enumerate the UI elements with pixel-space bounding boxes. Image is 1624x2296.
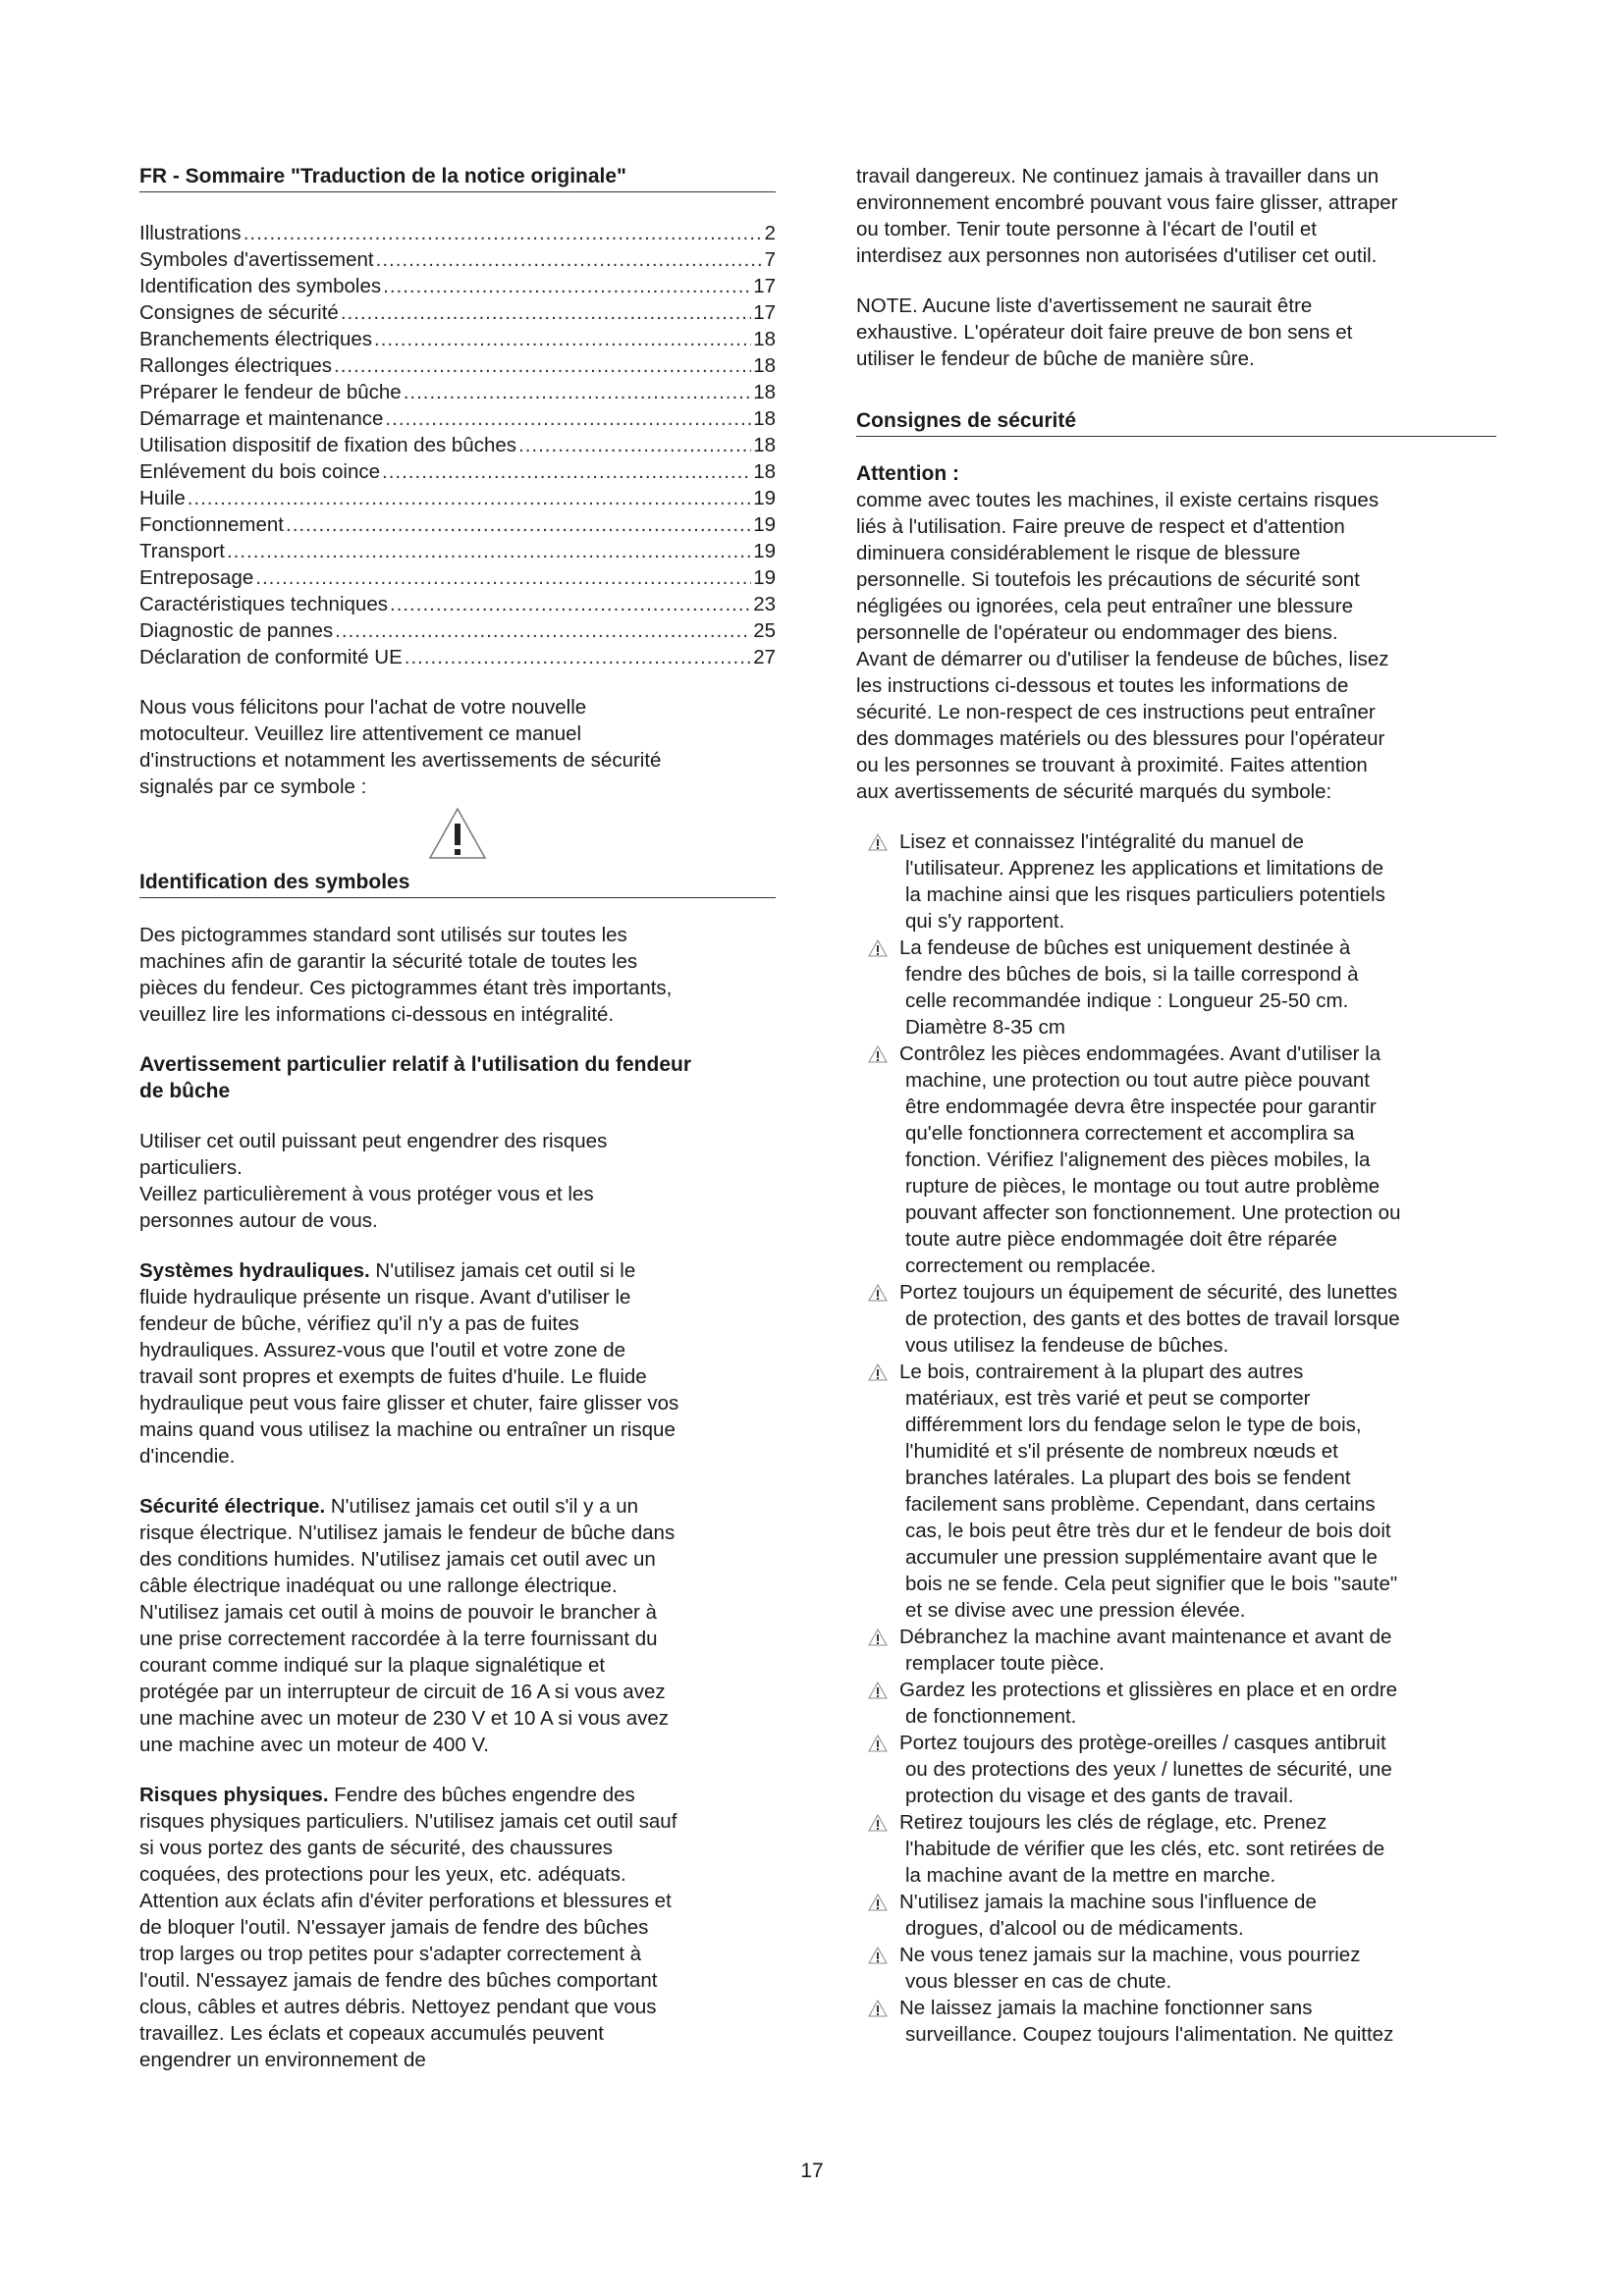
bullet-icon-wrapper — [868, 1677, 892, 1706]
physical-line: travaillez. Les éclats et copeaux accumulés peuvent — [139, 2022, 604, 2045]
bullet-line: La fendeuse de bûches est uniquement destinée à — [899, 936, 1351, 959]
bullet-text — [899, 1677, 1496, 1730]
warning-symbol-large — [139, 806, 776, 861]
toc-entry — [139, 591, 776, 617]
attention-line: comme avec toutes les machines, il existe certains risques — [856, 489, 1380, 511]
bullet-line: l'humidité et s'il présente de nombreux nœuds et — [905, 1440, 1338, 1463]
physical-line: engendrer un environnement de — [139, 2049, 426, 2071]
bullet-icon-wrapper — [868, 1279, 892, 1308]
table-of-contents — [139, 220, 776, 670]
warning-triangle-icon — [868, 1284, 888, 1302]
bullet-text — [899, 1889, 1496, 1942]
attention-title: Attention : — [856, 462, 959, 485]
warning-triangle-icon — [868, 1735, 888, 1752]
toc-entry — [139, 326, 776, 352]
bullet-line: Contrôlez les pièces endommagées. Avant d'utiliser la — [899, 1042, 1381, 1065]
safety-bullet — [856, 1279, 1496, 1359]
avertissement-paragraph-1 — [139, 1128, 776, 1181]
electrical-line: courant comme indiqué sur la plaque signalétique et — [139, 1654, 606, 1677]
bullet-line: accumuler une pression supplémentaire avant que le — [905, 1546, 1378, 1569]
bullet-line: facilement sans problème. Cependant, dans certains — [905, 1493, 1376, 1516]
bullet-line: différemment lors du fendage selon le type de bois, — [905, 1414, 1362, 1436]
bullet-icon-wrapper — [868, 934, 892, 964]
physical-line: l'outil. N'essayez jamais de fendre des bûches comportant — [139, 1969, 658, 1992]
electrical-first-line: N'utilisez jamais cet outil s'il y a un — [325, 1495, 639, 1518]
toc-entry-label: Consignes de sécurité — [139, 301, 339, 324]
bullet-icon-wrapper — [868, 1624, 892, 1653]
toc-title: FR - Sommaire "Traduction de la notice originale" — [139, 163, 776, 192]
attention-line: sécurité. Le non-respect de ces instructions peut entraîner — [856, 701, 1376, 723]
toc-leader-dots — [341, 299, 751, 326]
toc-entry-page: 27 — [753, 646, 776, 668]
physical-line: coquées, des protections pour les yeux, etc. adéquats. — [139, 1863, 626, 1886]
right-column — [856, 163, 1496, 2048]
bullet-line: qui s'y rapportent. — [905, 910, 1065, 933]
toc-entry-label: Utilisation dispositif de fixation des bûches — [139, 434, 517, 456]
bullet-line: être endommagée devra être inspectée pour garantir — [905, 1095, 1377, 1118]
bullet-line: et se divise avec une pression élevée. — [905, 1599, 1246, 1622]
electrical-line: une machine avec un moteur de 230 V et 10 A si vous avez — [139, 1707, 670, 1730]
bullet-text — [899, 1359, 1496, 1624]
bullet-line: Lisez et connaissez l'intégralité du manuel de — [899, 830, 1304, 853]
attention-line: négligées ou ignorées, cela peut entraîner une blessure — [856, 595, 1354, 617]
bullet-text — [899, 1942, 1496, 1995]
warning-triangle-icon — [868, 1629, 888, 1646]
bullet-line: l'utilisateur. Apprenez les applications et limitations de — [905, 857, 1384, 880]
bullet-line: celle recommandée indique : Longueur 25-50 cm. — [905, 989, 1349, 1012]
toc-entry-label: Branchements électriques — [139, 328, 373, 350]
warning-triangle-icon — [868, 1894, 888, 1911]
intro-line: d'instructions et notamment les avertissements de sécurité — [139, 749, 662, 772]
avertissement-line: particuliers. — [139, 1156, 243, 1179]
bullet-icon-wrapper — [868, 1809, 892, 1839]
bullet-line: l'habitude de vérifier que les clés, etc. sont retirées de — [905, 1838, 1385, 1860]
toc-entry — [139, 299, 776, 326]
hydraulic-line: hydrauliques. Assurez-vous que l'outil et votre zone de — [139, 1339, 626, 1362]
hydraulic-line: d'incendie. — [139, 1445, 236, 1468]
intro-line: Nous vous félicitons pour l'achat de votre nouvelle — [139, 696, 587, 719]
toc-entry-label: Entreposage — [139, 566, 254, 589]
physical-line: trop larges ou trop petites pour s'adapter correctement à — [139, 1943, 641, 1965]
attention-paragraph — [856, 487, 1496, 805]
attention-line: ou les personnes se trouvant à proximité. Faites attention — [856, 754, 1368, 776]
toc-entry — [139, 458, 776, 485]
warning-triangle-icon — [868, 1045, 888, 1063]
toc-leader-dots — [244, 220, 763, 246]
toc-leader-dots — [376, 246, 763, 273]
toc-entry — [139, 564, 776, 591]
bullet-line: Le bois, contrairement à la plupart des autres — [899, 1361, 1304, 1383]
toc-entry — [139, 379, 776, 405]
hydraulic-line: travail sont propres et exempts de fuites d'huile. Le fluide — [139, 1365, 647, 1388]
page-number: 17 — [800, 2160, 824, 2182]
identification-line: veuillez lire les informations ci-dessous en intégralité. — [139, 1003, 615, 1026]
warning-triangle-icon — [868, 833, 888, 851]
bullet-line: ou des protections des yeux / lunettes de sécurité, une — [905, 1758, 1392, 1781]
toc-entry-page: 2 — [764, 222, 776, 244]
bullet-line: machine, une protection ou tout autre pièce pouvant — [905, 1069, 1370, 1092]
continuation-paragraph — [856, 163, 1496, 269]
hydraulic-first-line: N'utilisez jamais cet outil si le — [369, 1259, 636, 1282]
toc-entry-label: Illustrations — [139, 222, 242, 244]
toc-entry-label: Enlévement du bois coince — [139, 460, 381, 483]
toc-leader-dots — [382, 458, 751, 485]
toc-entry — [139, 538, 776, 564]
physical-first-line: Fendre des bûches engendre des — [328, 1784, 635, 1806]
toc-entry-page: 17 — [753, 301, 776, 324]
identification-line: Des pictogrammes standard sont utilisés sur toutes les — [139, 924, 627, 946]
bullet-line: de fonctionnement. — [905, 1705, 1077, 1728]
bullet-line: drogues, d'alcool ou de médicaments. — [905, 1917, 1244, 1940]
bullet-icon-wrapper — [868, 828, 892, 858]
attention-line: personnelle. Si toutefois les précautions de sécurité sont — [856, 568, 1360, 591]
toc-leader-dots — [334, 352, 751, 379]
electrical-line: des conditions humides. N'utilisez jamais cet outil avec un — [139, 1548, 656, 1571]
bullet-line: branches latérales. La plupart des bois se fendent — [905, 1467, 1351, 1489]
bullet-line: surveillance. Coupez toujours l'alimentation. Ne quittez — [905, 2023, 1394, 2046]
toc-leader-dots — [518, 432, 751, 458]
bullet-icon-wrapper — [868, 1730, 892, 1759]
avertissement-title-line: de bûche — [139, 1080, 231, 1102]
physical-line: si vous portez des gants de sécurité, des chaussures — [139, 1837, 614, 1859]
note-line: NOTE. Aucune liste d'avertissement ne saurait être — [856, 294, 1313, 317]
bullet-text — [899, 1041, 1496, 1279]
bullet-line: matériaux, est très varié et peut se comporter — [905, 1387, 1311, 1410]
attention-line: des dommages matériels ou des blessures pour l'opérateur — [856, 727, 1385, 750]
toc-entry — [139, 511, 776, 538]
attention-line: les instructions ci-dessous et toutes les informations de — [856, 674, 1349, 697]
toc-leader-dots — [385, 405, 751, 432]
toc-entry-page: 18 — [753, 328, 776, 350]
attention-line: aux avertissements de sécurité marqués du symbole: — [856, 780, 1332, 803]
bullet-line: Portez toujours un équipement de sécurité, des lunettes — [899, 1281, 1398, 1304]
toc-entry-label: Démarrage et maintenance — [139, 407, 384, 430]
toc-entry-label: Rallonges électriques — [139, 354, 333, 377]
identification-paragraph — [139, 922, 776, 1028]
bullet-text — [899, 934, 1496, 1041]
toc-leader-dots — [335, 617, 751, 644]
note-line: exhaustive. L'opérateur doit faire preuve de bon sens et — [856, 321, 1353, 344]
toc-leader-dots — [405, 644, 751, 670]
electrical-paragraph — [139, 1493, 776, 1758]
toc-entry — [139, 644, 776, 670]
toc-entry — [139, 352, 776, 379]
bullet-line: rupture de pièces, le montage ou tout autre problème — [905, 1175, 1380, 1198]
bullet-line: qu'elle fonctionnera correctement et accomplira sa — [905, 1122, 1355, 1145]
bullet-text — [899, 1995, 1496, 2048]
identification-title: Identification des symboles — [139, 869, 776, 898]
toc-entry — [139, 432, 776, 458]
bullet-text — [899, 1730, 1496, 1809]
bullet-line: Débranchez la machine avant maintenance et avant de — [899, 1626, 1392, 1648]
bullet-text — [899, 828, 1496, 934]
toc-entry-page: 18 — [753, 354, 776, 377]
toc-leader-dots — [404, 379, 752, 405]
safety-bullet — [856, 1942, 1496, 1995]
safety-bullet — [856, 1809, 1496, 1889]
bullet-line: fonction. Vérifiez l'alignement des pièces mobiles, la — [905, 1148, 1371, 1171]
bullet-line: Ne laissez jamais la machine fonctionner sans — [899, 1997, 1313, 2019]
bullet-text — [899, 1279, 1496, 1359]
avertissement-title — [139, 1051, 776, 1104]
electrical-line: N'utilisez jamais cet outil à moins de pouvoir le brancher à — [139, 1601, 657, 1624]
intro-line: motoculteur. Veuillez lire attentivement ce manuel — [139, 722, 582, 745]
bullet-icon-wrapper — [868, 1942, 892, 1971]
toc-entry-page: 19 — [753, 540, 776, 562]
bullet-line: bois ne se fende. Cela peut signifier que le bois "saute" — [905, 1573, 1398, 1595]
continuation-line: interdisez aux personnes non autorisées d'utiliser cet outil. — [856, 244, 1378, 267]
bullet-line: remplacer toute pièce. — [905, 1652, 1105, 1675]
bullet-line: pouvant affecter son fonctionnement. Une protection ou — [905, 1201, 1401, 1224]
toc-entry-page: 18 — [753, 381, 776, 403]
toc-entry-label: Huile — [139, 487, 186, 509]
continuation-line: ou tomber. Tenir toute personne à l'écart de l'outil et — [856, 218, 1317, 240]
safety-bullet — [856, 934, 1496, 1041]
toc-entry-label: Préparer le fendeur de bûche — [139, 381, 402, 403]
toc-entry-page: 18 — [753, 407, 776, 430]
bullet-line: de protection, des gants et des bottes de travail lorsque — [905, 1308, 1400, 1330]
warning-triangle-icon — [868, 1682, 888, 1699]
physical-line: clous, câbles et autres débris. Nettoyez pendant que vous — [139, 1996, 657, 2018]
toc-leader-dots — [227, 538, 751, 564]
toc-entry-page: 23 — [753, 593, 776, 615]
identification-line: machines afin de garantir la sécurité totale de toutes les — [139, 950, 638, 973]
bullet-line: N'utilisez jamais la machine sous l'influence de — [899, 1891, 1317, 1913]
warning-triangle-icon — [427, 806, 488, 861]
warning-triangle-icon — [868, 1947, 888, 1964]
safety-bullet — [856, 1624, 1496, 1677]
toc-entry-page: 19 — [753, 487, 776, 509]
consignes-title: Consignes de sécurité — [856, 407, 1496, 437]
avertissement-line: Veillez particulièrement à vous protéger vous et les — [139, 1183, 594, 1205]
bullet-line: vous utilisez la fendeuse de bûches. — [905, 1334, 1229, 1357]
toc-leader-dots — [188, 485, 751, 511]
bullet-icon-wrapper — [868, 1041, 892, 1070]
bullet-line: toute autre pièce endommagée doit être réparée — [905, 1228, 1337, 1251]
toc-entry — [139, 246, 776, 273]
safety-bullet-list — [856, 828, 1496, 2048]
electrical-line: une prise correctement raccordée à la terre fournissant du — [139, 1628, 658, 1650]
electrical-line: une machine avec un moteur de 400 V. — [139, 1734, 489, 1756]
toc-leader-dots — [374, 326, 751, 352]
note-line: utiliser le fendeur de bûche de manière sûre. — [856, 347, 1255, 370]
toc-entry-page: 18 — [753, 434, 776, 456]
bullet-text — [899, 1624, 1496, 1677]
toc-entry-label: Diagnostic de pannes — [139, 619, 334, 642]
electrical-title: Sécurité électrique. — [139, 1495, 326, 1518]
physical-paragraph — [139, 1782, 776, 2073]
toc-entry-page: 17 — [753, 275, 776, 297]
bullet-icon-wrapper — [868, 1889, 892, 1918]
bullet-icon-wrapper — [868, 1995, 892, 2024]
bullet-line: cas, le bois peut être très dur et le fendeur de bois doit — [905, 1520, 1391, 1542]
bullet-line: fendre des bûches de bois, si la taille correspond à — [905, 963, 1359, 986]
bullet-icon-wrapper — [868, 1359, 892, 1388]
avertissement-line: personnes autour de vous. — [139, 1209, 378, 1232]
toc-entry-label: Symboles d'avertissement — [139, 248, 374, 271]
physical-title: Risques physiques. — [139, 1784, 329, 1806]
bullet-line: la machine ainsi que les risques particuliers potentiels — [905, 883, 1385, 906]
warning-triangle-icon — [868, 1363, 888, 1381]
toc-leader-dots — [286, 511, 751, 538]
bullet-line: correctement ou remplacée. — [905, 1255, 1157, 1277]
toc-entry-page: 18 — [753, 460, 776, 483]
toc-entry — [139, 220, 776, 246]
toc-entry-page: 7 — [764, 248, 776, 271]
safety-bullet — [856, 1677, 1496, 1730]
toc-leader-dots — [390, 591, 751, 617]
safety-bullet — [856, 1730, 1496, 1809]
hydraulic-line: mains quand vous utilisez la machine ou entraîner un risque — [139, 1418, 676, 1441]
left-column — [139, 163, 776, 2073]
toc-entry-label: Caractéristiques techniques — [139, 593, 388, 615]
hydraulic-line: hydraulique peut vous faire glisser et chuter, faire glisser vos — [139, 1392, 679, 1415]
hydraulic-line: fendeur de bûche, vérifiez qu'il n'y a pas de fuites — [139, 1312, 579, 1335]
physical-line: risques physiques particuliers. N'utilisez jamais cet outil sauf — [139, 1810, 677, 1833]
toc-entry-page: 25 — [753, 619, 776, 642]
electrical-line: câble électrique inadéquat ou une rallonge électrique. — [139, 1575, 618, 1597]
identification-line: pièces du fendeur. Ces pictogrammes étant très importants, — [139, 977, 673, 999]
bullet-line: la machine avant de la mettre en marche. — [905, 1864, 1276, 1887]
safety-bullet — [856, 828, 1496, 934]
toc-entry — [139, 405, 776, 432]
intro-paragraph — [139, 694, 776, 800]
bullet-line: Portez toujours des protège-oreilles / casques antibruit — [899, 1732, 1386, 1754]
avertissement-line: Utiliser cet outil puissant peut engendrer des risques — [139, 1130, 608, 1152]
toc-entry-page: 19 — [753, 566, 776, 589]
avertissement-paragraph-2 — [139, 1181, 776, 1234]
electrical-line: risque électrique. N'utilisez jamais le fendeur de bûche dans — [139, 1522, 676, 1544]
electrical-line: protégée par un interrupteur de circuit de 16 A si vous avez — [139, 1681, 666, 1703]
toc-leader-dots — [383, 273, 751, 299]
attention-line: Avant de démarrer ou d'utiliser la fendeuse de bûches, lisez — [856, 648, 1389, 670]
toc-entry — [139, 617, 776, 644]
bullet-line: Gardez les protections et glissières en place et en ordre — [899, 1679, 1398, 1701]
toc-entry-label: Identification des symboles — [139, 275, 382, 297]
bullet-line: Diamètre 8-35 cm — [905, 1016, 1065, 1039]
hydraulic-paragraph — [139, 1257, 776, 1469]
warning-triangle-icon — [868, 2000, 888, 2017]
physical-line: Attention aux éclats afin d'éviter perforations et blessures et — [139, 1890, 672, 1912]
safety-bullet — [856, 1889, 1496, 1942]
bullet-line: Retirez toujours les clés de réglage, etc. Prenez — [899, 1811, 1327, 1834]
toc-entry-label: Transport — [139, 540, 225, 562]
avertissement-title-line: Avertissement particulier relatif à l'utilisation du fendeur — [139, 1053, 692, 1076]
toc-leader-dots — [255, 564, 751, 591]
warning-triangle-icon — [868, 1814, 888, 1832]
toc-entry-label: Déclaration de conformité UE — [139, 646, 403, 668]
note-paragraph — [856, 293, 1496, 372]
continuation-line: travail dangereux. Ne continuez jamais à travailler dans un — [856, 165, 1380, 187]
attention-line: diminuera considérablement le risque de blessure — [856, 542, 1301, 564]
attention-line: personnelle de l'opérateur ou endommager des biens. — [856, 621, 1338, 644]
warning-triangle-icon — [868, 939, 888, 957]
toc-entry-page: 19 — [753, 513, 776, 536]
bullet-line: Ne vous tenez jamais sur la machine, vous pourriez — [899, 1944, 1361, 1966]
hydraulic-title: Systèmes hydrauliques. — [139, 1259, 370, 1282]
continuation-line: environnement encombré pouvant vous faire glisser, attraper — [856, 191, 1398, 214]
bullet-line: vous blesser en cas de chute. — [905, 1970, 1172, 1993]
safety-bullet — [856, 1995, 1496, 2048]
bullet-line: protection du visage et des gants de travail. — [905, 1785, 1294, 1807]
safety-bullet — [856, 1359, 1496, 1624]
intro-line: signalés par ce symbole : — [139, 775, 367, 798]
bullet-text — [899, 1809, 1496, 1889]
hydraulic-line: fluide hydraulique présente un risque. Avant d'utiliser le — [139, 1286, 631, 1308]
toc-entry — [139, 485, 776, 511]
physical-line: de bloquer l'outil. N'essayer jamais de fendre des bûches — [139, 1916, 649, 1939]
toc-entry-label: Fonctionnement — [139, 513, 285, 536]
attention-line: liés à l'utilisation. Faire preuve de respect et d'attention — [856, 515, 1345, 538]
toc-entry — [139, 273, 776, 299]
safety-bullet — [856, 1041, 1496, 1279]
